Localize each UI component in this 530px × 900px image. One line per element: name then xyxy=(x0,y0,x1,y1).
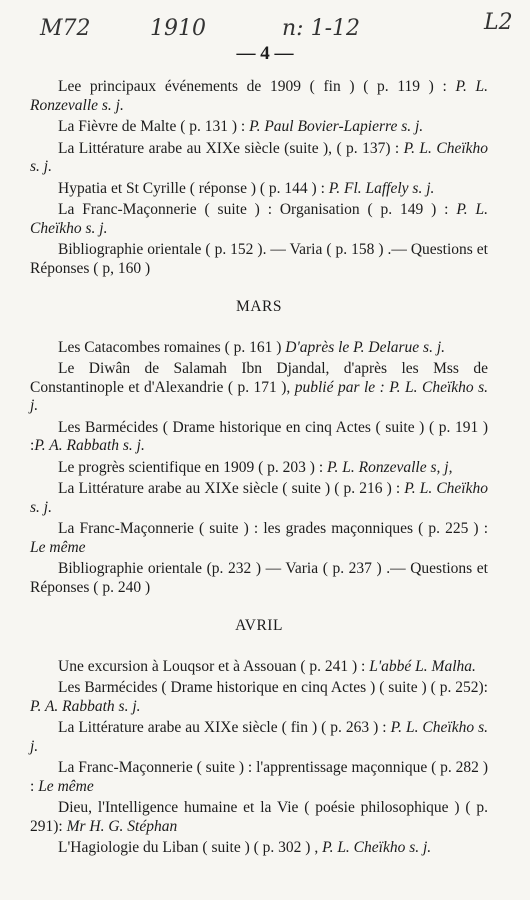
toc-entry: Les Barmécides ( Drame historique en cinq Actes ( suite ) ( p. 191 ) :P. A. Rabbath s. j. xyxy=(30,418,488,454)
handwritten-mark: L2 xyxy=(484,10,513,35)
section-heading-mars: MARS xyxy=(236,298,282,315)
toc-entry: La Fièvre de Malte ( p. 131 ) : P. Paul Bovier-Lapierre s. j. xyxy=(58,118,424,135)
entry-author: P. Paul Bovier-Lapierre s. j. xyxy=(249,118,424,135)
entry-author: P. Fl. Laffely s. j. xyxy=(328,179,435,197)
entry-author: P. L. Ronzevalle s, j, xyxy=(327,458,453,476)
entry-author: P. L. Ronzevalle s. j. xyxy=(30,78,488,114)
toc-entry: Le progrès scientifique en 1909 ( p. 203 ) : P. L. Ronzevalle s, j, xyxy=(58,458,453,476)
toc-entry: La Franc-Maçonnerie ( suite ) : les grades maçonniques ( p. 225 ) : Le même xyxy=(30,520,488,556)
toc-entry: Bibliographie orientale ( p. 152 ). — Varia ( p. 158 ) .— Questions et Réponses ( p, 160 ) xyxy=(30,241,488,277)
toc-entry: Les Barmécides ( Drame historique en cinq Actes ) ( suite ) ( p. 252): P. A. Rabbath s. j. xyxy=(30,679,488,715)
entry-author: D'après le P. Delarue s. j. xyxy=(285,338,446,356)
toc-entry: La Littérature arabe au XIXe siècle (suite ), ( p. 137) : P. L. Cheïkho s. j. xyxy=(30,139,489,175)
handwritten-year: 1910 xyxy=(150,16,206,41)
toc-entry: L'Hagiologie du Liban ( suite ) ( p. 302 ) , P. L. Cheïkho s. j. xyxy=(58,839,432,856)
entry-author: P. L. Cheïkho s. j. xyxy=(30,139,489,175)
toc-entry: La Franc-Maçonnerie ( suite ) : Organisation ( p. 149 ) : P. L. Cheïkho s. j. xyxy=(30,201,489,237)
toc-entry: Lee principaux événements de 1909 ( fin ) ( p. 119 ) : P. L. Ronzevalle s. j. xyxy=(30,78,488,114)
handwritten-number: n: 1-12 xyxy=(282,16,360,41)
handwritten-annotation xyxy=(0,6,530,46)
toc-entry: Hypatia et St Cyrille ( réponse ) ( p. 144 ) : P. Fl. Laffely s. j. xyxy=(58,179,435,197)
entry-author: P. A. Rabbath s. j. xyxy=(30,697,141,715)
entry-author: Le même xyxy=(38,777,94,795)
entry-author: P. A. Rabbath s. j. xyxy=(34,437,145,454)
entry-author: L'abbé L. Malha. xyxy=(369,657,476,675)
entry-author: P. L. Cheïkho s. j. xyxy=(30,719,488,755)
entry-author: Mr H. G. Stéphan xyxy=(66,817,178,835)
table-of-contents xyxy=(30,78,488,861)
toc-entry: La Franc-Maçonnerie ( suite ) : l'apprentissage maçonnique ( p. 282 ) : Le même xyxy=(30,759,488,795)
toc-entry: Bibliographie orientale (p. 232 ) — Varia ( p. 237 ) .— Questions et Réponses ( p. 240 ) xyxy=(30,560,488,596)
entry-author: publié par le : P. L. Cheïkho s. j. xyxy=(30,378,488,414)
entry-author: P. L. Cheïkho s. j. xyxy=(30,201,489,237)
toc-entry: La Littérature arabe au XIXe siècle ( suite ) ( p. 216 ) : P. L. Cheïkho s. j. xyxy=(30,480,488,516)
section-heading-avril: AVRIL xyxy=(235,617,283,634)
toc-entry: Dieu, l'Intelligence humaine et la Vie ( poésie philosophique ) ( p. 291): Mr H. G. Stéphan xyxy=(30,799,488,835)
entry-author: P. L. Cheïkho s. j. xyxy=(322,839,432,856)
toc-entry: La Littérature arabe au XIXe siècle ( fin ) ( p. 263 ) : P. L. Cheïkho s. j. xyxy=(30,719,488,755)
handwritten-ref: M72 xyxy=(40,16,91,41)
entry-author: Le même xyxy=(30,538,86,556)
toc-entry: Une excursion à Louqsor et à Assouan ( p. 241 ) : L'abbé L. Malha. xyxy=(58,657,476,675)
page-number: — 4 — xyxy=(236,43,294,64)
toc-entry: Le Diwân de Salamah Ibn Djandal, d'après les Mss de Constantinople et d'Alexandrie ( p. 171 ), publié par le : P. L. Cheïkho s. j. xyxy=(30,360,488,414)
entry-author: P. L. Cheïkho s. j. xyxy=(30,480,488,516)
toc-entry: Les Catacombes romaines ( p. 161 ) D'après le P. Delarue s. j. xyxy=(58,338,446,356)
